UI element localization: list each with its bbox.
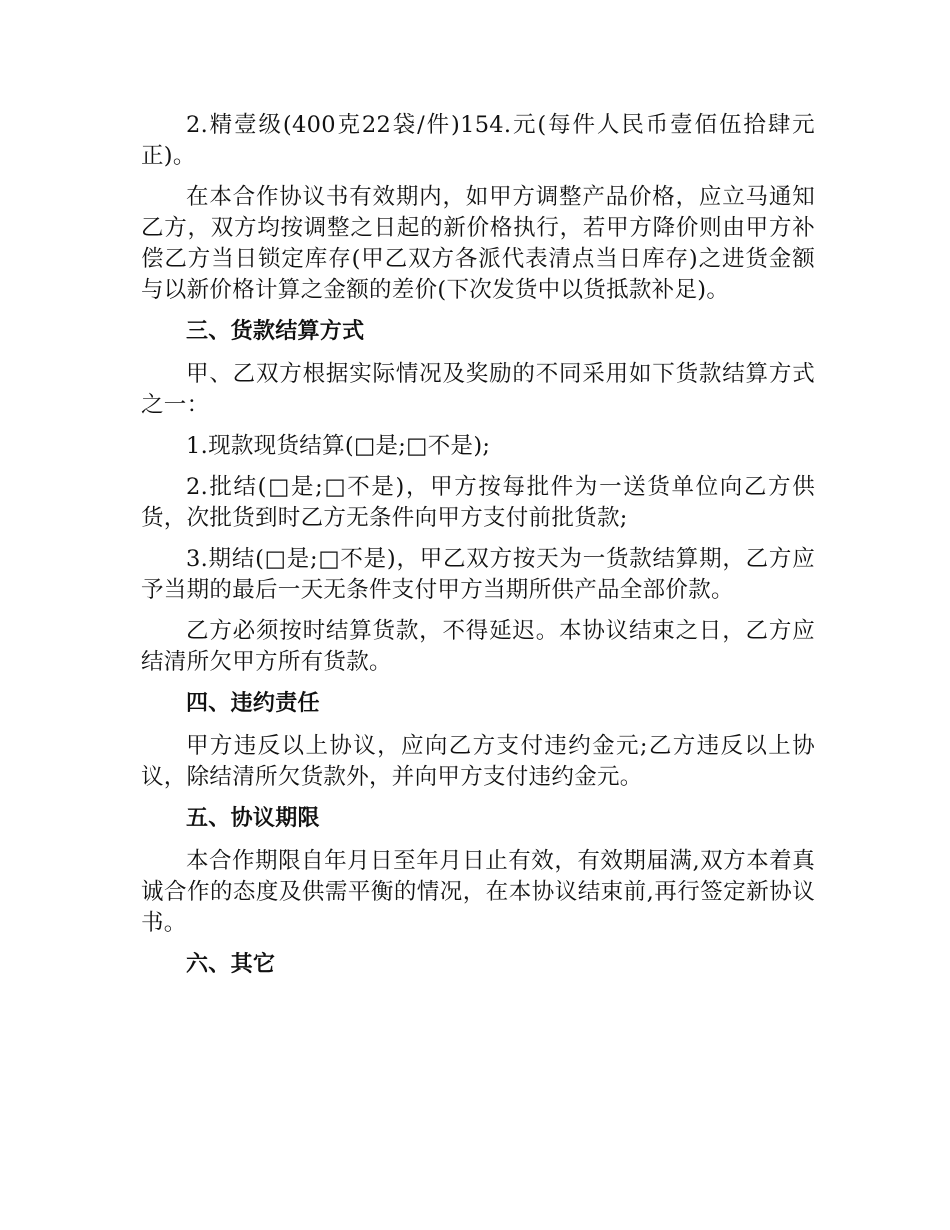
section-heading-liability: 四、违约责任 [186, 691, 320, 716]
document-page [141, 110, 815, 992]
payment-option-cash: 1.现款现货结算(□是;□不是); [186, 433, 491, 459]
term-paragraph: 本合作期限自年月日至年月日止有效，有效期届满,双方本着真诚合作的态度及供需平衡的情况，在本协议结束前,再行签定新协议书。 [141, 848, 815, 936]
payment-option-period: 3.期结(□是;□不是)，甲乙双方按天为一货款结算期，乙方应予当期的最后一天无条件支付甲方当期所供产品全部价款。 [141, 546, 815, 603]
section-heading-term: 五、协议期限 [186, 806, 320, 831]
price-adjustment-paragraph: 在本合作协议书有效期内，如甲方调整产品价格，应立马通知乙方，双方均按调整之日起的新价格执行，若甲方降价则由甲方补偿乙方当日锁定库存(甲乙双方各派代表清点当日库存)之进货金额与以新价格计算之金额的差价(下次发货中以货抵款补足)。 [141, 184, 815, 303]
section-heading-payment: 三、货款结算方式 [186, 319, 365, 344]
price-item-paragraph: 2.精壹级(400克22袋/件)154.元(每件人民币壹佰伍拾肆元正)。 [141, 112, 815, 169]
payment-deadline-paragraph: 乙方必须按时结算货款，不得延迟。本协议结束之日，乙方应结清所欠甲方所有货款。 [141, 618, 815, 675]
liability-paragraph: 甲方违反以上协议，应向乙方支付违约金元;乙方违反以上协议，除结清所欠货款外，并向甲方支付违约金元。 [141, 733, 815, 790]
payment-intro-paragraph: 甲、乙双方根据实际情况及奖励的不同采用如下货款结算方式之一： [141, 361, 815, 418]
payment-option-batch: 2.批结(□是;□不是)，甲方按每批件为一送货单位向乙方供货，次批货到时乙方无条件向甲方支付前批货款; [141, 474, 815, 531]
section-heading-other: 六、其它 [186, 952, 276, 977]
